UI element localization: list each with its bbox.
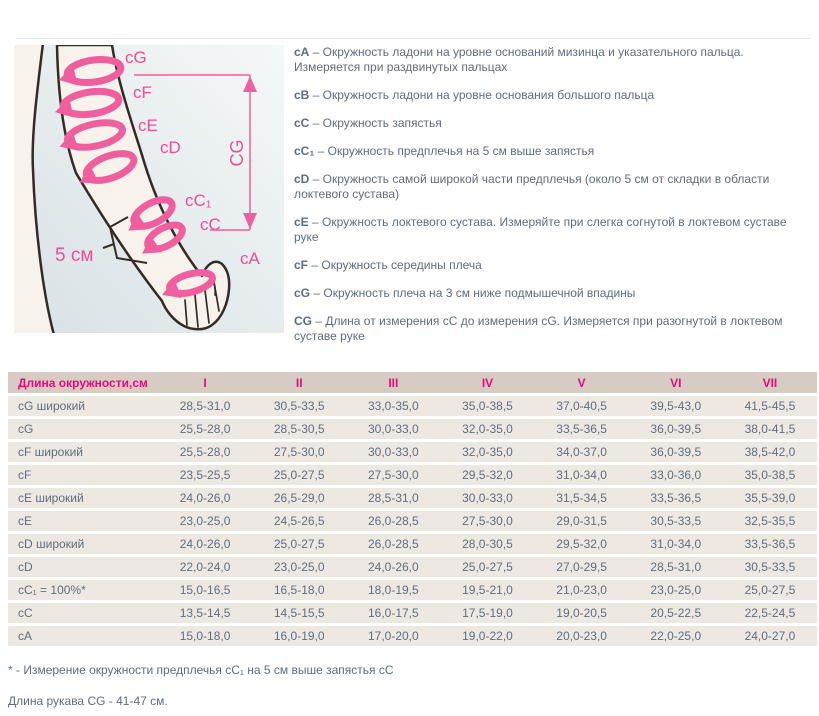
cell-value: 24,0-26,0 <box>367 560 419 574</box>
cell-value: 30,0-33,0 <box>367 422 419 436</box>
table-row <box>8 580 817 600</box>
cell-value: 25,0-27,5 <box>273 468 325 482</box>
cell-value: 34,0-37,0 <box>556 445 607 459</box>
row-label: cF широкий <box>18 445 83 459</box>
cell-value: 30,0-33,0 <box>367 445 419 459</box>
five-cm-label: 5 см <box>55 245 94 266</box>
measurement-description: cE – Окружность локтевого сустава. Измеряйте при слегка согнутой в локтевом суставе руке <box>294 215 787 244</box>
cell-value: 41,5-45,5 <box>744 399 796 413</box>
ring-label-cf: cF <box>133 83 152 102</box>
cell-value: 17,5-19,0 <box>462 606 513 620</box>
footnote-asterisk: * - Измерение окружности предплечья cC₁ на 5 см выше запястья cC <box>8 663 394 677</box>
cell-value: 25,0-27,5 <box>273 537 325 551</box>
cell-value: 14,5-15,5 <box>273 606 325 620</box>
row-label: cG <box>18 422 34 436</box>
table-row <box>8 557 817 577</box>
cell-value: 16,0-17,5 <box>367 606 419 620</box>
cell-value: 20,5-22,5 <box>650 606 702 620</box>
cell-value: 30,0-33,0 <box>462 491 513 505</box>
ring-label-cd: cD <box>160 138 181 157</box>
cell-value: 15,0-18,0 <box>179 629 231 643</box>
cell-value: 36,0-39,5 <box>650 445 702 459</box>
table-row <box>8 465 817 485</box>
cell-value: 27,0-29,5 <box>556 560 607 574</box>
measurement-term: cA <box>294 45 310 59</box>
cell-value: 25,5-28,0 <box>179 445 231 459</box>
cell-value: 36,0-39,5 <box>650 422 702 436</box>
measurement-term: cC₁ <box>294 144 315 158</box>
ring-label-cg: cG <box>125 48 147 67</box>
measurement-term: cB <box>294 88 310 102</box>
cell-value: 35,5-39,0 <box>744 491 796 505</box>
measurement-descriptions <box>294 45 810 357</box>
cell-value: 13,5-14,5 <box>179 606 231 620</box>
measurement-term: cC <box>294 116 310 130</box>
row-label: cD широкий <box>18 537 85 551</box>
table-header-row <box>8 372 817 393</box>
cell-value: 26,5-29,0 <box>273 491 325 505</box>
cell-value: 33,5-36,5 <box>744 537 796 551</box>
cell-value: 22,5-24,5 <box>744 606 796 620</box>
cell-value: 21,0-23,0 <box>556 583 607 597</box>
cell-value: 17,0-20,0 <box>367 629 419 643</box>
cell-value: 29,0-31,5 <box>556 514 607 528</box>
measurement-term: cF <box>294 258 309 272</box>
measurement-description: cD – Окружность самой широкой части предплечья (около 5 см от складки в области локтевого сустава) <box>294 172 770 201</box>
cell-value: 28,5-31,0 <box>650 560 702 574</box>
cell-value: 30,5-33,5 <box>273 399 325 413</box>
row-label: cA <box>18 629 33 643</box>
cell-value: 31,0-34,0 <box>650 537 702 551</box>
size-column-header: V <box>577 375 586 390</box>
cell-value: 15,0-16,5 <box>179 583 231 597</box>
measurement-description: cC – Окружность запястья <box>294 116 442 130</box>
ring-label-ca: cA <box>240 249 260 268</box>
cell-value: 27,5-30,0 <box>367 468 419 482</box>
cg-dimension-label: CG <box>227 139 247 167</box>
cell-value: 24,5-26,5 <box>273 514 325 528</box>
cell-value: 25,0-27,5 <box>744 583 796 597</box>
cell-value: 20,0-23,0 <box>556 629 607 643</box>
size-table-body <box>8 396 817 646</box>
cell-value: 33,5-36,5 <box>556 422 607 436</box>
cell-value: 22,0-25,0 <box>650 629 702 643</box>
cell-value: 32,0-35,0 <box>462 422 513 436</box>
cell-value: 32,0-35,0 <box>462 445 513 459</box>
table-row <box>8 626 817 646</box>
cell-value: 30,5-33,5 <box>744 560 796 574</box>
cell-value: 31,0-34,0 <box>556 468 607 482</box>
cell-value: 30,5-33,5 <box>650 514 702 528</box>
cell-value: 33,0-35,0 <box>367 399 419 413</box>
cell-value: 23,0-25,0 <box>273 560 325 574</box>
row-label: cG широкий <box>18 399 86 413</box>
measurement-description: CG – Длина от измерения cC до измерения cG. Измеряется при разогнутой в локтевом суставе руке <box>294 314 783 343</box>
cell-value: 16,5-18,0 <box>273 583 325 597</box>
cell-value: 25,0-27,5 <box>462 560 513 574</box>
table-row <box>8 419 817 439</box>
size-column-header: III <box>388 375 399 390</box>
measurement-term: cD <box>294 172 310 186</box>
cell-value: 23,5-25,5 <box>179 468 231 482</box>
cell-value: 28,0-30,5 <box>462 537 513 551</box>
cell-value: 33,0-36,0 <box>650 468 702 482</box>
table-row <box>8 534 817 554</box>
cell-value: 29,5-32,0 <box>462 468 513 482</box>
measurement-description: cA – Окружность ладони на уровне оснований мизинца и указательного пальца. Измеряется при раздвинутых пальцах <box>294 45 744 74</box>
row-label: cF <box>18 468 32 482</box>
table-row <box>8 396 817 416</box>
measurement-description: cF – Окружность середины плеча <box>294 258 482 272</box>
cell-value: 35,0-38,5 <box>744 468 796 482</box>
size-column-header: I <box>203 375 207 390</box>
cell-value: 23,0-25,0 <box>650 583 702 597</box>
cell-value: 24,0-27,0 <box>744 629 796 643</box>
table-row <box>8 488 817 508</box>
cell-value: 29,5-32,0 <box>556 537 607 551</box>
table-row <box>8 511 817 531</box>
cell-value: 26,0-28,5 <box>367 537 419 551</box>
cell-value: 24,0-26,0 <box>179 537 231 551</box>
row-label: cC₁ = 100%* <box>18 583 86 597</box>
cell-value: 28,5-31,0 <box>367 491 419 505</box>
cell-value: 28,5-31,0 <box>179 399 231 413</box>
row-label: cD <box>18 560 33 574</box>
cell-value: 39,5-43,0 <box>650 399 702 413</box>
cell-value: 28,5-30,5 <box>273 422 325 436</box>
measurement-term: cE <box>294 215 309 229</box>
row-label: cE широкий <box>18 491 84 505</box>
cell-value: 27,5-30,0 <box>462 514 513 528</box>
table-row <box>8 603 817 623</box>
ring-label-ce: cE <box>138 116 158 135</box>
cell-value: 27,5-30,0 <box>273 445 325 459</box>
size-column-header: II <box>295 375 303 390</box>
cell-value: 19,0-22,0 <box>462 629 513 643</box>
row-label: cE <box>18 514 33 528</box>
size-column-header: IV <box>481 375 494 390</box>
cell-value: 24,0-26,0 <box>179 491 231 505</box>
size-table <box>8 372 817 649</box>
measurement-term: cG <box>294 286 311 300</box>
cell-value: 19,0-20,5 <box>556 606 607 620</box>
cell-value: 32,5-35,5 <box>744 514 796 528</box>
cell-value: 16,0-19,0 <box>273 629 325 643</box>
cell-value: 25,5-28,0 <box>179 422 231 436</box>
ring-label-cc1: cC₁ <box>185 191 212 210</box>
cell-value: 31,5-34,5 <box>556 491 607 505</box>
cell-value: 38,0-41,5 <box>744 422 796 436</box>
footnote-sleeve-length: Длина рукава CG - 41-47 см. <box>8 694 168 708</box>
table-row <box>8 442 817 462</box>
cell-value: 33,5-36,5 <box>650 491 702 505</box>
cell-value: 18,0-19,5 <box>367 583 419 597</box>
cell-value: 35,0-38,5 <box>462 399 513 413</box>
measurement-description: cB – Окружность ладони на уровне основания большого пальца <box>294 88 655 102</box>
cell-value: 26,0-28,5 <box>367 514 419 528</box>
measurement-description: cG – Окружность плеча на 3 см ниже подмышечной впадины <box>294 286 636 300</box>
cell-value: 37,0-40,5 <box>556 399 607 413</box>
cell-value: 19,5-21,0 <box>462 583 513 597</box>
measurement-description: cC₁ – Окружность предплечья на 5 см выше запястья <box>294 144 595 158</box>
measurement-section <box>14 45 810 357</box>
table-corner-header: Длина окружности,см <box>18 375 148 390</box>
cell-value: 22,0-24,0 <box>179 560 231 574</box>
row-label: cC <box>18 606 33 620</box>
arm-measurement-illustration <box>14 45 284 333</box>
top-divider <box>16 38 811 39</box>
ring-label-cc: cC <box>200 215 221 234</box>
size-column-header: VI <box>670 375 682 390</box>
cell-value: 23,0-25,0 <box>179 514 231 528</box>
cell-value: 38,5-42,0 <box>744 445 796 459</box>
measurement-term: CG <box>294 314 312 328</box>
size-column-header: VII <box>762 375 778 390</box>
